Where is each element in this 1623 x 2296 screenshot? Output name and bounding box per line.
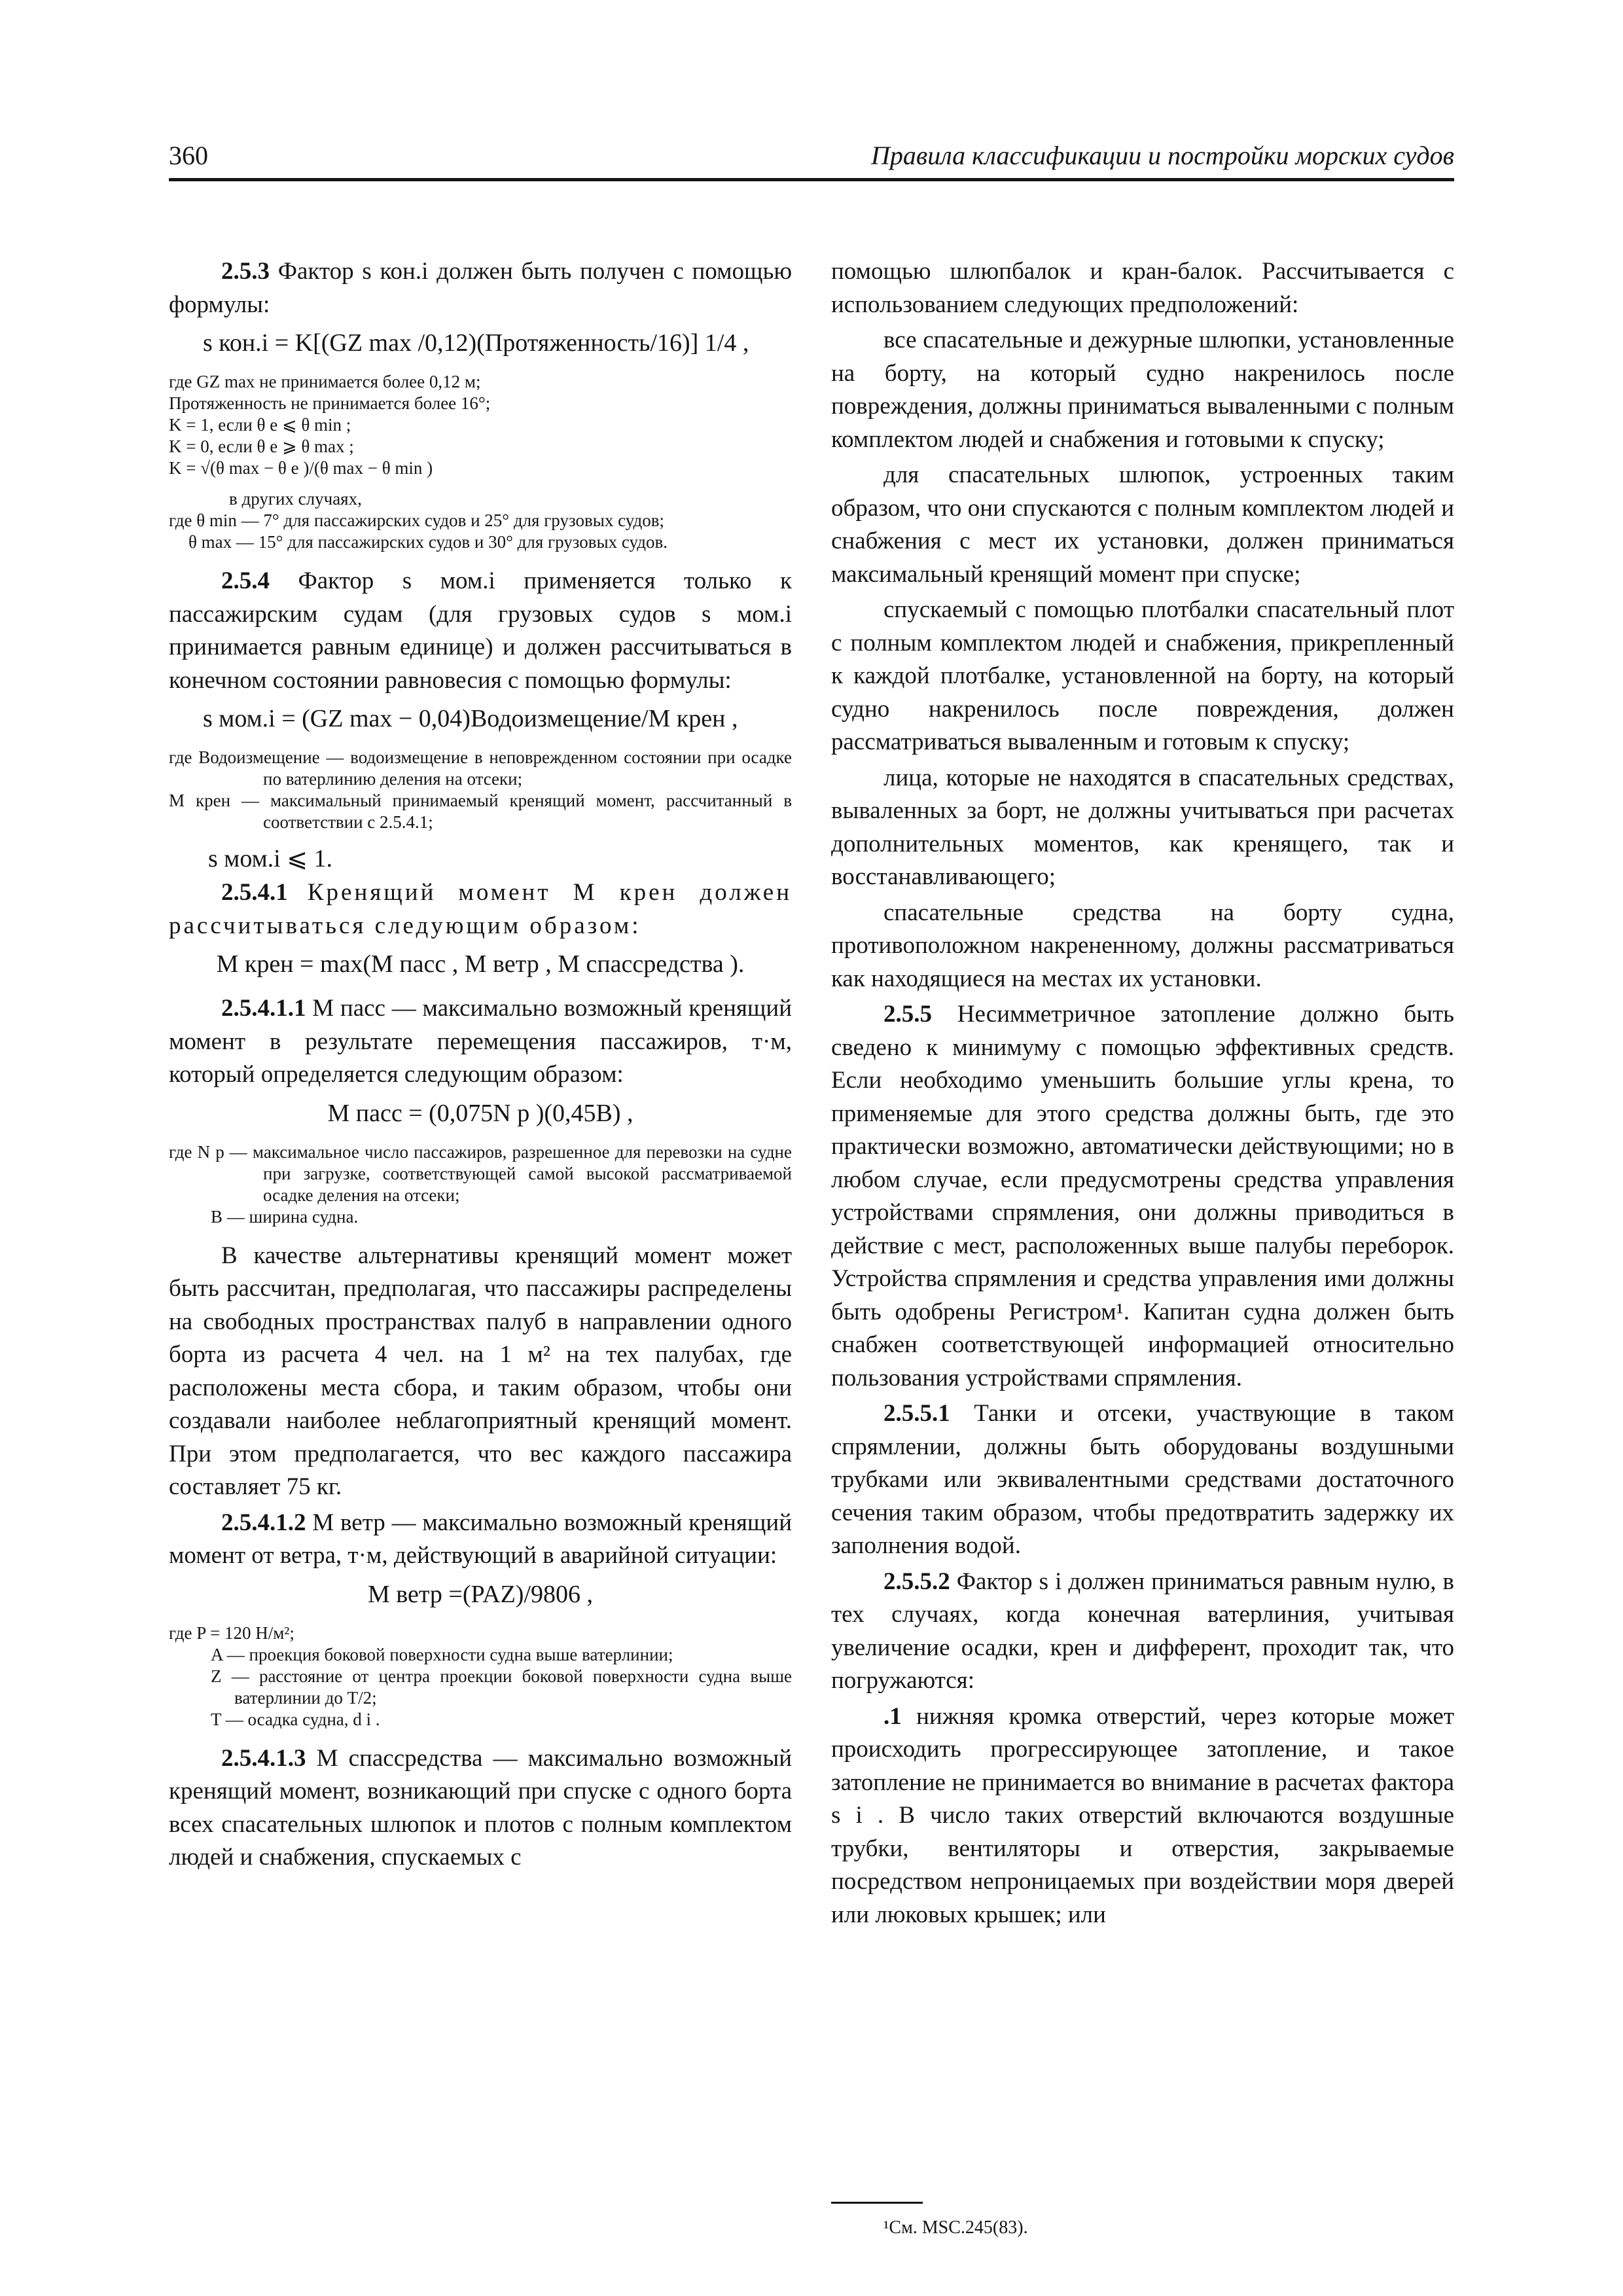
clause-number: 2.5.5.2 bbox=[883, 1568, 950, 1595]
note-line: в других случаях, bbox=[229, 489, 362, 509]
paragraph-lifeboats-stowed: для спасательных шлюпок, устроенных таким образом, что они спускаются с полным комплектом людей и снабжения с мест их установки, должен приниматься максимальный кренящий момент при спуске; bbox=[831, 461, 1454, 588]
note-line: Протяженность не принимается более 16°; bbox=[169, 393, 491, 413]
note-line: K = 0, если θ e ⩾ θ max ; bbox=[169, 437, 354, 456]
note-line: θ max — 15° для пассажирских судов и 30° для грузовых судов. bbox=[188, 532, 668, 552]
clause-number: 2.5.4 bbox=[221, 567, 270, 594]
paragraph-2-5-4 bbox=[169, 565, 792, 697]
paragraph-2-5-4-1 bbox=[169, 876, 792, 942]
paragraph-lifeboats: все спасательные и дежурные шлюпки, установленные на борту, на который судно накренилось после повреждения, должны приниматься вываленными с полным комплектом людей и снабжения и готовыми к спуску; bbox=[831, 327, 1454, 453]
clause-number: 2.5.5.1 bbox=[883, 1400, 950, 1427]
paragraph-text: Несимметричное затопление должно быть сведено к минимуму с помощью эффективных средств. Если необходимо уменьшить большие углы крена, то применяемые для этого средства должны быть, где это практически возможно, автоматически действующими; но в любом случае, если предусмотрены средства управления устройствами спрямления, они должны приводиться в действие с мест, расположенных выше палубы переборок. Устройства спрямления и средства управления ими должны быть одобрены Регистром¹. Капитан судна должен быть снабжен соответствующей информацией относительно пользования устройствами спрямления. bbox=[831, 1001, 1454, 1391]
footnote: ¹См. MSC.245(83). bbox=[883, 2217, 1028, 2238]
paragraph-text: Фактор s мом.i применяется только к пассажирским судам (для грузовых судов s мом.i принимается равным единице) и должен рассчитываться в конечном состоянии равновесия с помощью формулы: bbox=[169, 567, 792, 694]
right-column bbox=[831, 255, 1454, 1931]
formula-notes-2-5-4 bbox=[169, 747, 792, 833]
formula-notes-2-5-4-1-2 bbox=[169, 1623, 792, 1731]
left-column bbox=[169, 255, 792, 1874]
clause-number: 2.5.5 bbox=[883, 1001, 932, 1028]
paragraph-liferaft: спускаемый с помощью плотбалки спасательный плот с полным комплектом людей и снабжения, прикрепленный к каждой плотбалке, установленной на борту, на который судно накренилось после повреждения, должен рассматриваться вываленным и готовым к спуску; bbox=[831, 596, 1454, 755]
formula-s-mom: s мом.i = (GZ max − 0,04)Водоизмещение/M крен , bbox=[203, 705, 738, 732]
paragraph-text: Кренящий момент M крен должен рассчитываться следующим образом: bbox=[169, 879, 792, 939]
clause-number: 2.5.4.1.2 bbox=[221, 1509, 306, 1536]
paragraph-persons: лица, которые не находятся в спасательных средствах, вываленных за борт, не должны учитываться при расчетах дополнительных моментов, как кренящего, так и восстанавливающего; bbox=[831, 764, 1454, 890]
note-line: Z — расстояние от центра проекции боковой поверхности судна выше ватерлинии до T/2; bbox=[211, 1666, 792, 1708]
paragraph-2-5-4-1-2 bbox=[169, 1507, 792, 1573]
note-line: где Водоизмещение — водоизмещение в неповрежденном состоянии при осадке по ватерлинию деления на отсеки; bbox=[169, 747, 792, 789]
clause-number: 2.5.4.1.3 bbox=[221, 1744, 306, 1772]
paragraph-text: M спассредства — максимально возможный кренящий момент, возникающий при спуске с одного борта всех спасательных шлюпок и плотов с полным комплектом людей и снабжения, спускаемых с bbox=[169, 1744, 792, 1871]
formula-notes-2-5-3 bbox=[169, 371, 792, 553]
note-line: где θ min — 7° для пассажирских судов и 25° для грузовых судов; bbox=[169, 511, 665, 530]
note-line: K = √(θ max − θ e )/(θ max − θ min ) bbox=[169, 458, 433, 478]
formula-s-kon: s кон.i = K[(GZ max /0,12)(Протяженность/16)] 1/4 , bbox=[203, 329, 749, 357]
page-header-title: Правила классификации и постройки морских судов bbox=[870, 141, 1454, 170]
paragraph-text: M пасс — максимально возможный кренящий момент в результате перемещения пассажиров, т·м, который определяется следующим образом: bbox=[169, 995, 792, 1088]
paragraph-2-5-5-1 bbox=[831, 1397, 1454, 1563]
paragraph-text: Фактор s i должен приниматься равным нулю, в тех случаях, когда конечная ватерлиния, учитывая увеличение осадки, крен и дифферент, проходит так, что погружаются: bbox=[831, 1568, 1454, 1694]
paragraph-continuation: помощью шлюпбалок и кран-балок. Рассчитывается с использованием следующих предположений: bbox=[831, 258, 1454, 318]
clause-number: 2.5.4.1.1 bbox=[221, 995, 306, 1022]
paragraph-text: M ветр — максимально возможный кренящий момент от ветра, т·м, действующий в аварийной ситуации: bbox=[169, 1509, 792, 1569]
paragraph-2-5-5 bbox=[831, 998, 1454, 1395]
note-line: A — проекция боковой поверхности судна выше ватерлинии; bbox=[211, 1644, 673, 1664]
paragraph-alternative: В качестве альтернативы кренящий момент может быть рассчитан, предполагая, что пассажиры распределены на свободных пространствах палуб в направлении одного борта из расчета 4 чел. на 1 м² на тех палубах, где расположены места сбора, и таким образом, чтобы они создавали наиболее неблагоприятный кренящий момент. При этом предполагается, что вес каждого пассажира составляет 75 кг. bbox=[169, 1242, 792, 1500]
note-line: где P = 120 Н/м²; bbox=[169, 1623, 294, 1643]
item-number: .1 bbox=[883, 1702, 902, 1730]
formula-m-pass: M пасс = (0,075N p )(0,45B) , bbox=[327, 1099, 633, 1127]
paragraph-2-5-5-2 bbox=[831, 1566, 1454, 1698]
clause-number: 2.5.3 bbox=[221, 258, 270, 285]
page-header-number: 360 bbox=[169, 141, 208, 170]
paragraph-2-5-4-1-1 bbox=[169, 992, 792, 1092]
formula-m-vetr: M ветр =(PAZ)/9806 , bbox=[367, 1580, 594, 1608]
formula-notes-2-5-4-1-1 bbox=[169, 1141, 792, 1228]
formula-m-kren: M крен = max(M пасс , M ветр , M спассредства ). bbox=[216, 950, 745, 978]
note-line: K = 1, если θ e ⩽ θ min ; bbox=[169, 415, 351, 435]
paragraph-2-5-4-1-3 bbox=[169, 1742, 792, 1874]
clause-number: 2.5.4.1 bbox=[221, 879, 288, 906]
note-line: где GZ max не принимается более 0,12 м; bbox=[169, 372, 481, 391]
paragraph-text: нижняя кромка отверстий, через которые может происходить прогрессирующее затопление, и такое затопление не принимается во внимание в расчетах фактора s i . В число таких отверстий включаются воздушные трубки, вентиляторы и отверстия, закрываемые посредством непроницаемых при воздействии моря дверей или люковых крышек; или bbox=[831, 1702, 1454, 1928]
paragraph-text: Фактор s кон.i должен быть получен с помощью формулы: bbox=[169, 258, 792, 318]
note-line: где N p — максимальное число пассажиров, разрешенное для перевозки на судне при загрузке, соответствующей самой высокой рассматриваемой осадке деления на отсеки; bbox=[169, 1141, 792, 1205]
note-line: B — ширина судна. bbox=[211, 1206, 359, 1227]
paragraph-item-1 bbox=[831, 1700, 1454, 1932]
header-rule bbox=[169, 178, 1454, 181]
paragraph-opposite-side: спасательные средства на борту судна, противоположном накрененному, должны рассматриваться как находящиеся на местах их установки. bbox=[831, 899, 1454, 992]
note-line: T — осадка судна, d i . bbox=[211, 1709, 380, 1729]
footnote-rule bbox=[831, 2202, 923, 2204]
paragraph-2-5-3 bbox=[169, 255, 792, 321]
paragraph-text: Танки и отсеки, участвующие в таком спрямлении, должны быть оборудованы воздушными трубками или эквивалентными средствами достаточного сечения таким образом, чтобы предотвратить задержку их заполнения водой. bbox=[831, 1400, 1454, 1559]
formula-s-mom-limit: s мом.i ⩽ 1. bbox=[208, 845, 333, 872]
note-line: M крен — максимальный принимаемый кренящий момент, рассчитанный в соответствии с 2.5.4.1; bbox=[169, 791, 792, 832]
